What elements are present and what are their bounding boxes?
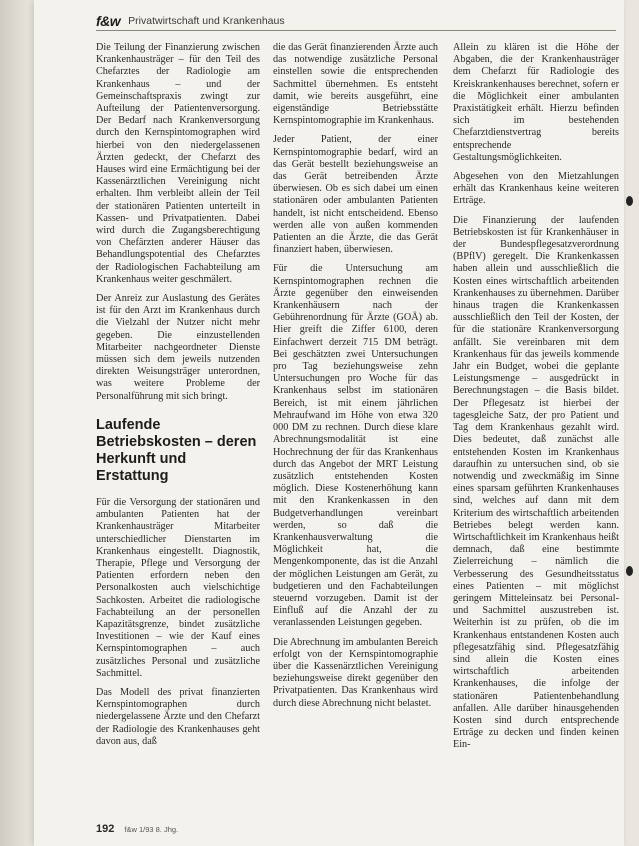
paragraph: Das Modell des privat finanzierten Kernspintomographen durch niedergelassene Ärzte und den Chefarzt der Radiologie des Krankenhauses geht davon aus, daß <box>96 686 260 747</box>
running-header <box>96 12 616 31</box>
paragraph: Allein zu klären ist die Höhe der Abgaben, die der Krankenhausträger dem Chefarzt für Radiologie des Kreiskrankenhauses berechnet, sofern er die Möglichkeit einer ambulanten Praxistätigkeit erhält. Hierzu befinden sich im bestehenden Chefarztdienstvertrag bereits entsprechende Gestaltungsmöglichkeiten. <box>453 42 619 163</box>
page-footer <box>96 823 436 835</box>
paragraph: Jeder Patient, der einer Kernspintomographie bedarf, wird an das Gerät bestellt beziehungsweise an das Gerät betreibenden Ärzte überwiesen. Ob es sich dabei um einen stationären oder ambulanten Patienten handelt, ist nicht entscheidend. Ebenso werden alle von außen kommenden Patienten an die Ärzte, die das Gerät finanziert haben, überwiesen. <box>273 134 438 256</box>
paragraph: Die Abrechnung im ambulanten Bereich erfolgt von der Kernspintomographie über die Kassenärztlichen Vereinigung beziehungsweise direkt gegenüber den Privatpatienten. Das Krankenhaus wird durch diese Abrechnung nicht belastet. <box>273 636 438 709</box>
binding-gutter <box>0 0 34 846</box>
paragraph: Abgesehen von den Mietzahlungen erhält das Krankenhaus keine weiteren Erträge. <box>453 171 619 207</box>
punch-hole-icon <box>626 196 633 206</box>
journal-citation: f&w 1/93 8. Jhg. <box>124 825 179 834</box>
paragraph: Für die Versorgung der stationären und ambulanten Patienten hat der Krankenhausträger Mitarbeiter unterschiedlicher Dienstarten im Krankenhaus eingestellt. Diagnostik, Therapie, Pflege und Versorgung der Patienten erfordern neben den Personalkosten auch vielschichtige Sachkosten. Arbeitet die radiologische Fachabteilung an der personellen Kapazitätsgrenze, bindet zusätzliche Investitionen – wie der Kauf eines Kernspintomographen – auch zusätzliches Personal und zusätzliche Sachmittel. <box>96 496 260 679</box>
paragraph: die das Gerät finanzierenden Ärzte auch das notwendige zusätzliche Personal einstellen sowie die entsprechenden Sachmittel übernehmen. Es entsteht damit, wie bereits ausgeführt, eine eigenständige Betriebsstätte Kernspintomographie im Krankenhaus. <box>273 42 438 127</box>
header-title: Privatwirtschaft und Krankenhaus <box>128 15 285 27</box>
column-1 <box>96 42 260 755</box>
journal-logo: f&w <box>96 13 121 29</box>
paragraph: Die Teilung der Finanzierung zwischen Krankenhausträger – für den Teil des Chefarztes der Radiologie am Krankenhaus – und der Gemeinschaftspraxis zwingt zur Aufteilung der Patientenversorgung. Der Bedarf nach Krankenversorgung durch den Kernspintomographen wird hierbei von den niedergelassenen Ärzten gedeckt, der Chefarzt des Hauses wird eine Ermächtigung bei der Kassenärztlichen Vereinigung nicht erhalten. Ihm verbleibt allein der Teil der stationären Patienten unterteilt in Kassen- und Privatpatienten. Dabei wird durch die Zugangsberechtigung von Chefärzten anderer Häuser das Behandlungspotential des Chefarztes der Radiologischen Fachabteilung am Krankenhaus weiter geschmälert. <box>96 42 260 285</box>
column-2 <box>273 42 438 717</box>
section-heading: Laufende Betriebskosten – deren Herkunft und Erstattung <box>96 416 257 484</box>
paragraph: Der Anreiz zur Auslastung des Gerätes ist für den Arzt im Krankenhaus durch die Vielzahl der Nutzer nicht mehr gegeben. Die einzustellenden Mitarbeiter nachgeordneter Dienste müssen sich dem jeweils nutzenden direkten Weisungsträger unterordnen, was weitere Probleme der Personalführung mit sich bringt. <box>96 293 260 402</box>
column-3 <box>453 42 619 759</box>
punch-hole-icon <box>626 566 633 576</box>
page-number: 192 <box>96 823 115 835</box>
paragraph: Für die Untersuchung am Kernspintomographen rechnen die Ärzte gegenüber den einweisenden Krankenhäusern nach der Gebührenordnung für Ärzte (GOÄ) ab. Hier greift die Ziffer 6100, deren Einfachwert derzeit 715 DM beträgt. Bei geschätzten zwei Untersuchungen pro Tag beziehungsweise zehn Untersuchungen pro Woche für das Krankenhaus selbst im stationären Bereich, ist mit einem jährlichen Mehraufwand im Höhe von etwa 320 000 DM zu rechnen. Durch diese klare Abrechnungsmodalität ist eine Hochrechnung der für das Krankenhaus durch das Angebot der MRT Leistung zusätzlich entstehenden Kosten möglich. Diese Kostenerhöhung kann mit den Krankenkassen in den Budgetverhandlungen vereinbart werden, so daß die Krankenhausverwaltung die Möglichkeit hat, die Mengenkomponente, das ist die Anzahl der möglichen Leistungen am Gerät, zu budgetieren und den Fachabteilungen steuernd vorzugeben. Damit ist der Einfluß auf die Anzahl der zu veranlassenden Leistungen gegeben. <box>273 263 438 629</box>
paragraph: Die Finanzierung der laufenden Betriebskosten ist für Krankenhäuser in der Bundespflegesatzverordnung (BPflV) geregelt. Die Krankenkassen haben allein und ausschließlich die Kosten eines wirtschaftlich arbeitenden Krankenhauses zu übernehmen. Darüber hinaus tragen die Krankenkassen ausschließlich den Teil der Kosten, der für die stationäre Krankenversorgung anfällt. Sie vereinbaren mit dem Krankenhaus für das jeweils kommende Jahr ein Budget, wobei die geplante Leistungsmenge – ausgedrückt in Berechnungstagen – die Basis bildet. Der Pflegesatz ist hierbei der tagesgleiche Satz, der pro Patient und Tag dem Krankenhaus gezahlt wird. Dies bedeutet, daß zunächst alle entstehenden Kosten im Krankenhaus daraufhin zu untersuchen sind, ob sie notwendig und zweckmäßig im Sinne eines sparsam geführten Krankenhauses sind, welches auf dann mit dem Kriterium des wirtschaftlich arbeitenden Betriebes belegt werden kann. Wirtschaftlichkeit im Krankenhaus heißt demnach, daß eine bestimmte Zielerreichung – nämlich die Verbesserung des Gesundheitsstatus eines Patienten – mit möglichst geringem Mitteleinsatz bei Personal- und Sachmittel auszustreben ist. Weiterhin ist zu prüfen, ob die im Krankenhaus entstandenen Kosten auch pflegesatzfähig sind. Pflegesatzfähig sind allein die Kosten eines wirtschaftlich arbeitenden Krankenhauses, die infolge der stationären Patientenbehandlung anfallen. Alle darüber hinausgehenden Kosten sind durch entsprechende Erträge zu decken und finden keinen Ein- <box>453 214 619 751</box>
